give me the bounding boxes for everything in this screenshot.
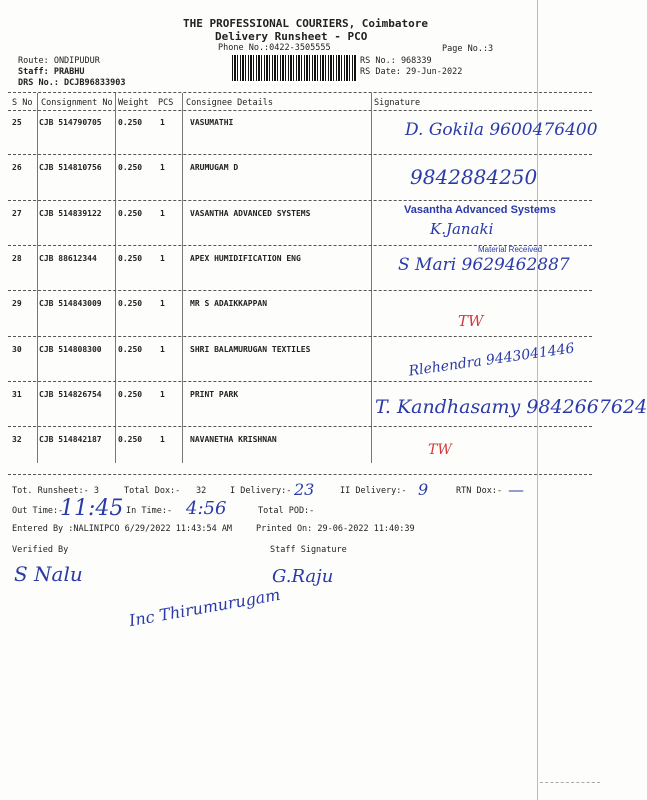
col-weight-header: Weight — [118, 98, 149, 108]
row-sno: 29 — [12, 299, 22, 308]
row-weight: 0.250 — [118, 209, 143, 218]
row-consignee: MR S ADAIKKAPPAN — [190, 299, 268, 308]
col-consignee-header: Consignee Details — [186, 98, 273, 108]
row-consignment: CJB 514826754 — [39, 390, 102, 399]
column-line — [37, 93, 38, 463]
row-divider — [8, 336, 592, 337]
column-line — [182, 93, 183, 463]
row-weight: 0.250 — [118, 254, 143, 263]
total-dox-value: 32 — [196, 486, 207, 496]
signature-row-27: K.Janaki — [430, 220, 494, 238]
row-pcs: 1 — [160, 390, 165, 399]
row-sno: 27 — [12, 209, 22, 218]
row-weight: 0.250 — [118, 163, 143, 172]
row-consignment: CJB 514843009 — [39, 299, 102, 308]
row-divider — [8, 154, 592, 155]
row-sno: 26 — [12, 163, 22, 172]
out-time-value: 11:45 — [60, 496, 124, 521]
row-weight: 0.250 — [118, 118, 143, 127]
drs-number: DRS No.: DCJB96833903 — [18, 78, 126, 88]
row-consignment: CJB 88612344 — [39, 254, 97, 263]
row-weight: 0.250 — [118, 345, 143, 354]
row-sno: 30 — [12, 345, 22, 354]
row-consignment: CJB 514790705 — [39, 118, 102, 127]
total-dox-label: Total Dox:- — [124, 486, 181, 496]
total-pod-label: Total POD:- — [258, 506, 315, 516]
column-line — [115, 93, 116, 463]
row-pcs: 1 — [160, 209, 165, 218]
row-pcs: 1 — [160, 118, 165, 127]
route: Route: ONDIPUDUR — [18, 56, 100, 66]
runsheet-title: Delivery Runsheet - PCO — [215, 30, 368, 43]
col-consignment-header: Consignment No — [41, 98, 113, 108]
signature-row-25: D. Gokila 9600476400 — [405, 120, 598, 140]
row-pcs: 1 — [160, 345, 165, 354]
row-consignee: SHRI BALAMURUGAN TEXTILES — [190, 345, 311, 354]
signature-row-26: 9842884250 — [410, 165, 538, 189]
ii-delivery-value: 9 — [418, 480, 429, 499]
company-stamp-row-27: Vasantha Advanced Systems — [404, 204, 556, 216]
material-received-stamp: Material Received — [478, 245, 543, 254]
verified-signature: S Nalu — [14, 562, 83, 586]
row-weight: 0.250 — [118, 390, 143, 399]
rs-date: RS Date: 29-Jun-2022 — [360, 67, 463, 77]
row-consignee: ARUMUGAM D — [190, 163, 239, 172]
barcode — [232, 55, 356, 81]
divider — [8, 92, 592, 93]
row-divider — [8, 200, 592, 201]
row-divider — [8, 290, 592, 291]
row-pcs: 1 — [160, 299, 165, 308]
row-sno: 32 — [12, 435, 22, 444]
row-weight: 0.250 — [118, 435, 143, 444]
entry-signature: Inc Thirumurugam — [127, 584, 282, 631]
col-signature-header: Signature — [374, 98, 421, 108]
signature-row-31: T. Kandhasamy 9842667624 — [375, 396, 647, 418]
row-divider — [8, 381, 592, 382]
signature-row-28: S Mari 9629462887 — [398, 255, 570, 275]
signature-row-30: Rlehendra 9443041446 — [407, 340, 576, 380]
tw-mark-row-29: TW — [458, 312, 484, 330]
i-delivery-value: 23 — [294, 480, 315, 499]
row-consignment: CJB 514810756 — [39, 163, 102, 172]
row-divider — [8, 426, 592, 427]
divider — [8, 474, 592, 475]
tw-mark-row-32: TW — [428, 442, 452, 458]
bottom-dash — [540, 782, 600, 783]
company-name: THE PROFESSIONAL COURIERS, Coimbatore — [183, 17, 429, 30]
row-consignee: APEX HUMIDIFICATION ENG — [190, 254, 301, 263]
row-consignment: CJB 514808300 — [39, 345, 102, 354]
divider — [8, 110, 592, 111]
rs-number: RS No.: 968339 — [360, 56, 432, 66]
rtn-dox-mark: — — [508, 480, 524, 499]
page-number: Page No.:3 — [442, 44, 494, 54]
row-consignee: NAVANETHA KRISHNAN — [190, 435, 277, 444]
row-consignee: VASUMATHI — [190, 118, 234, 127]
staff-signature-label: Staff Signature — [270, 545, 347, 555]
out-time-label: Out Time:- — [12, 506, 64, 516]
in-time-value: 4:56 — [186, 498, 227, 519]
row-consignment: CJB 514839122 — [39, 209, 102, 218]
printed-on: Printed On: 29-06-2022 11:40:39 — [256, 524, 415, 534]
in-time-label: In Time:- — [126, 506, 173, 516]
tot-runsheet: Tot. Runsheet:- 3 — [12, 486, 99, 496]
col-pcs-header: PCS — [158, 98, 174, 108]
rtn-dox-label: RTN Dox:- — [456, 486, 503, 496]
row-sno: 28 — [12, 254, 22, 263]
row-consignment: CJB 514842187 — [39, 435, 102, 444]
ii-delivery-label: II Delivery:- — [340, 486, 407, 496]
row-pcs: 1 — [160, 163, 165, 172]
row-sno: 31 — [12, 390, 22, 399]
row-consignee: PRINT PARK — [190, 390, 239, 399]
entered-by: Entered By :NALINIPCO 6/29/2022 11:43:54 AM — [12, 524, 233, 534]
staff-signature: G.Raju — [272, 566, 334, 587]
row-weight: 0.250 — [118, 299, 143, 308]
phone-number: Phone No.:0422-3505555 — [218, 43, 331, 53]
staff: Staff: PRABHU — [18, 67, 85, 77]
row-sno: 25 — [12, 118, 22, 127]
row-consignee: VASANTHA ADVANCED SYSTEMS — [190, 209, 311, 218]
verified-by-label: Verified By — [12, 545, 69, 555]
row-pcs: 1 — [160, 254, 165, 263]
row-pcs: 1 — [160, 435, 165, 444]
i-delivery-label: I Delivery:- — [230, 486, 292, 496]
column-line — [371, 93, 372, 463]
col-sno-header: S No — [12, 98, 33, 108]
